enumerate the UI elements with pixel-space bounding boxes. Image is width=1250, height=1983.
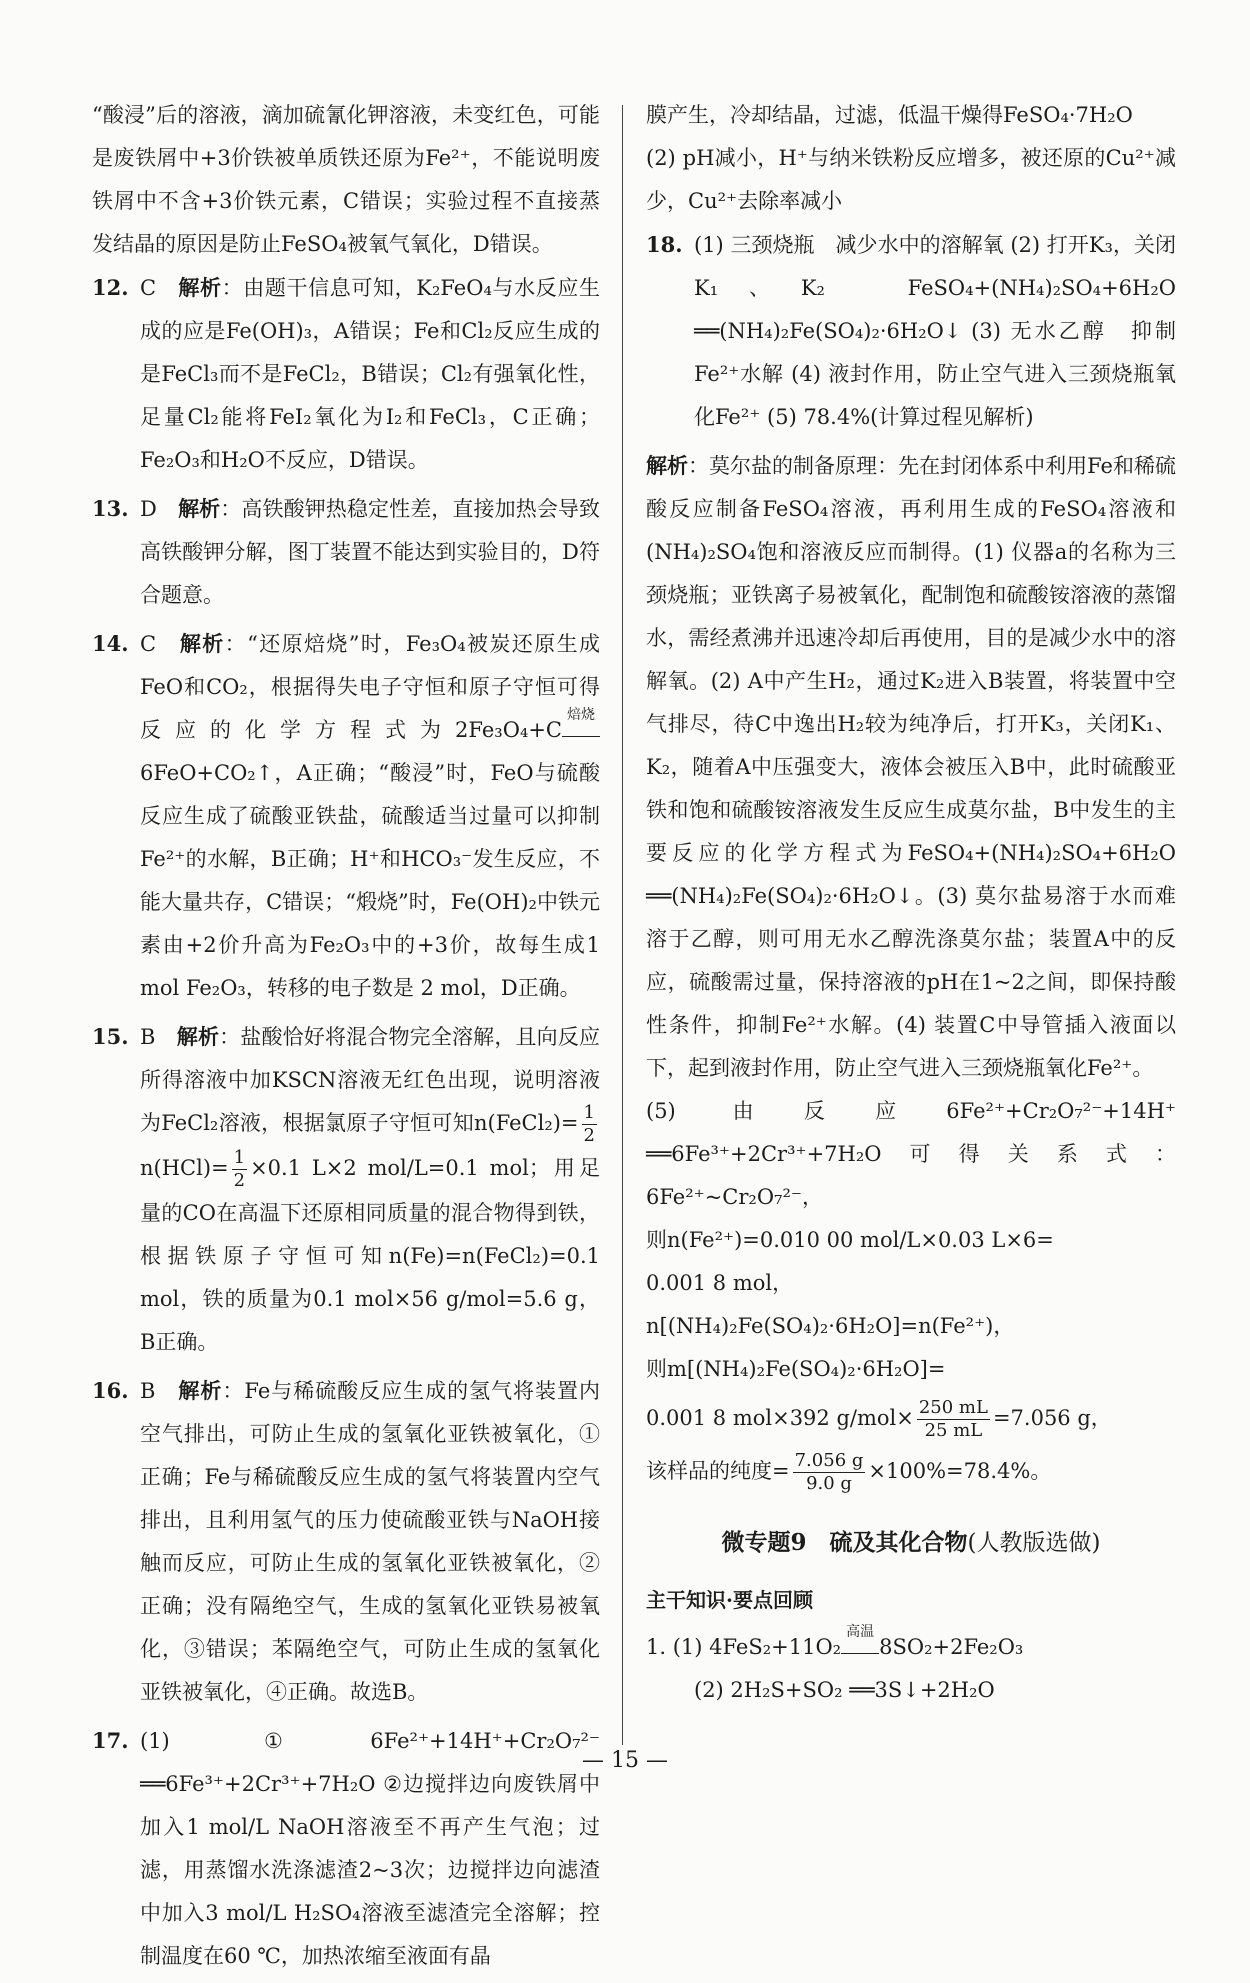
knowledge-1 [646, 1626, 1176, 1669]
answer-14 [92, 622, 600, 1010]
section-title-text: 微专题9 硫及其化合物 [721, 1529, 968, 1556]
sub-title: 主干知识·要点回顾 [646, 1588, 813, 1612]
answer-number: 15. [92, 1024, 129, 1049]
analysis-label: 解析 [178, 1378, 223, 1403]
answer-text: (1) 三颈烧瓶 减少水中的溶解氧 (2) 打开K₃，关闭K₁、K₂ FeSO₄+(NH₄)₂SO₄+6H₂O ══(NH₄)₂Fe(SO₄)₂·6H₂O↓ (3) 无水乙醇 抑制Fe²⁺水解 (4) 液封作用，防止空气进入三颈烧瓶氧化Fe²⁺ (5) 78.4%(计算过程见解析) [694, 233, 1176, 429]
fraction [232, 1147, 247, 1192]
denominator: 9.0 g [806, 1473, 852, 1494]
answer-16 [92, 1369, 600, 1714]
calc-line-6 [646, 1397, 1176, 1442]
analysis-text: ：由题干信息可知，K₂FeO₄与水反应生成的应是Fe(OH)₃，A错误；Fe和Cl₂反应生成的是FeCl₃而不是FeCl₂，B错误；Cl₂有强氧化性，足量Cl₂能将FeI₂氧化为I₂和FeCl₃，C正确；Fe₂O₃和H₂O不反应，D错误。 [140, 276, 601, 472]
answer-number: 13. [92, 496, 129, 521]
equation-text: 8SO₂+2Fe₂O₃ [879, 1635, 1024, 1659]
analysis-text: ：Fe与稀硫酸反应生成的氢气将装置内空气排出，可防止生成的氢氧化亚铁被氧化，①正确；Fe与稀硫酸反应生成的氢气将装置内空气排出，且利用氢气的压力使硫酸亚铁与NaOH接触而反应，可防止生成的氢氧化亚铁被氧化，②正确；没有隔绝空气，生成的氢氧化亚铁易被氧化，③错误；苯隔绝空气，可防止生成的氢氧化亚铁被氧化，④正确。故选B。 [140, 1379, 601, 1704]
answer-number: 12. [92, 275, 129, 300]
fraction [793, 1450, 866, 1495]
answer-number: 18. [646, 232, 683, 257]
calc-text: ×100%=78.4%。 [868, 1459, 1052, 1483]
condition-text: 高温 [846, 1624, 875, 1640]
answer-11-continuation: “酸浸”后的溶液，滴加硫氰化钾溶液，未变红色，可能是废铁屑中+3价铁被单质铁还原为Fe²⁺，不能说明废铁屑中不含+3价铁元素，C错误；实验过程不直接蒸发结晶的原因是防止FeSO₄被氧气氧化，D错误。 [92, 103, 600, 256]
answer-18-analysis [646, 444, 1176, 1090]
column-divider [622, 105, 623, 1745]
calc-line-2: 则n(Fe²⁺)=0.010 00 mol/L×0.03 L×6= [646, 1228, 1054, 1252]
reaction-condition [841, 1624, 879, 1654]
analysis-label: 解析 [178, 275, 222, 300]
analysis-text: n(HCl)= [140, 1156, 229, 1180]
calc-text: 0.001 8 mol×392 g/mol× [646, 1406, 914, 1430]
analysis-text: 6FeO+CO₂↑，A正确；“酸浸”时，FeO与硫酸反应生成了硫酸亚铁盐，硫酸适当过量可以抑制Fe²⁺的水解，B正确；H⁺和HCO₃⁻发生反应，不能大量共存，C错误；“煅烧”时，Fe(OH)₂中铁元素由+2价升高为Fe₂O₃中的+3价，故每生成1 mol Fe₂O₃，转移的电子数是 2 mol，D正确。 [140, 761, 600, 1000]
page-number: — 15 — [582, 1748, 668, 1773]
answer-choice: C [140, 276, 157, 300]
calc-line-3: 0.001 8 mol， [646, 1271, 794, 1295]
denominator: 2 [233, 1170, 246, 1191]
reaction-condition [562, 707, 600, 737]
analysis-text: ：莫尔盐的制备原理：先在封闭体系中利用Fe和稀硫酸反应制备FeSO₄溶液，再利用生成的FeSO₄溶液和(NH₄)₂SO₄饱和溶液反应而制得。(1) 仪器a的名称为三颈烧瓶；亚铁离子易被氧化，配制饱和硫酸铵溶液的蒸馏水，需经煮沸并迅速冷却后再使用，目的是减少水中的溶解氧。(2) A中产生H₂，通过K₂进入B装置，将装置中空气排尽，待C中逸出H₂较为纯净后，打开K₃，关闭K₁、K₂，随着A中压强变大，液体会被压入B中，此时硫酸亚铁和饱和硫酸铵溶液发生反应生成莫尔盐，B中发生的主要反应的化学方程式为FeSO₄+(NH₄)₂SO₄+6H₂O ══(NH₄)₂Fe(SO₄)₂·6H₂O↓。(3) 莫尔盐易溶于水而难溶于乙醇，则可用无水乙醇洗涤莫尔盐；装置A中的反应，硫酸需过量，保持溶液的pH在1~2之间，即保持酸性条件，抑制Fe²⁺水解。(4) 装置C中导管插入液面以下，起到液封作用，防止空气进入三颈烧瓶氧化Fe²⁺。 [646, 454, 1176, 1080]
answer-number: 14. [92, 631, 129, 656]
numerator: 1 [583, 1102, 595, 1123]
answer-number: 16. [92, 1378, 129, 1403]
knowledge-2: (2) 2H₂S+SO₂ ══3S↓+2H₂O [694, 1678, 995, 1702]
numerator: 1 [233, 1147, 246, 1168]
condition-bar [841, 1643, 879, 1654]
equation-text: 1. (1) 4FeS₂+11O₂ [646, 1635, 842, 1659]
answer-choice: B [140, 1025, 156, 1049]
left-column [92, 94, 600, 1983]
analysis-label: 解析 [176, 1024, 220, 1049]
fraction [582, 1102, 597, 1147]
analysis-label: 解析 [646, 453, 689, 478]
denominator: 2 [583, 1125, 595, 1146]
right-column [646, 94, 1176, 1712]
calc-line-1: (5) 由反应6Fe²⁺+Cr₂O₇²⁻+14H⁺ ══6Fe³⁺+2Cr³⁺+7H₂O可得关系式：6Fe²⁺~Cr₂O₇²⁻， [646, 1099, 1176, 1209]
answer-18 [646, 223, 1176, 439]
section-note: (人教版选做) [967, 1530, 1101, 1556]
analysis-text: ×0.1 L×2 mol/L=0.1 mol；用足量的CO在高温下还原相同质量的混合物得到铁，根据铁原子守恒可知n(Fe)=n(FeCl₂)=0.1 mol，铁的质量为0.1 mol×56 g/mol=5.6 g，B正确。 [140, 1156, 600, 1354]
answer-17-continuation: 膜产生，冷却结晶，过滤，低温干燥得FeSO₄·7H₂O [646, 103, 1133, 127]
answer-text: (1) ①6Fe²⁺+14H⁺+Cr₂O₇²⁻ ══6Fe³⁺+2Cr³⁺+7H₂O ②边搅拌边向废铁屑中加入1 mol/L NaOH溶液至不再产生气泡；过滤，用蒸馏水洗涤滤渣2~3次；边搅拌边向滤渣中加入3 mol/L H₂SO₄溶液至滤渣完全溶解；控制温度在60 ℃，加热浓缩至液面有晶 [140, 1729, 600, 1968]
analysis-text: ：高铁酸钾热稳定性差，直接加热会导致高铁酸钾分解，图丁装置不能达到实验目的，D符合题意。 [140, 497, 601, 607]
answer-number: 17. [92, 1728, 129, 1753]
calc-line-4: n[(NH₄)₂Fe(SO₄)₂·6H₂O]=n(Fe²⁺)， [646, 1314, 1015, 1338]
denominator: 25 mL [924, 1420, 983, 1441]
numerator: 250 mL [918, 1397, 988, 1418]
calc-line-5: 则m[(NH₄)₂Fe(SO₄)₂·6H₂O]= [646, 1357, 946, 1381]
answer-choice: B [140, 1379, 156, 1403]
calc-line-7 [646, 1450, 1176, 1495]
analysis-text: ：“还原焙烧”时，Fe₃O₄被炭还原生成FeO和CO₂，根据得失电子守恒和原子守恒可得反应的化学方程式为2Fe₃O₄+C [140, 632, 601, 742]
answer-17-part-2: (2) pH减小，H⁺与纳米铁粉反应增多，被还原的Cu²⁺减少，Cu²⁺去除率减小 [646, 146, 1176, 213]
answer-choice: D [140, 497, 157, 521]
condition-bar [562, 726, 600, 737]
numerator: 7.056 g [794, 1450, 864, 1471]
analysis-label: 解析 [179, 631, 225, 656]
fraction [917, 1397, 990, 1442]
answer-12 [92, 266, 600, 482]
answer-13 [92, 487, 600, 617]
section-title [646, 1521, 1176, 1565]
calc-text: 该样品的纯度= [646, 1459, 790, 1483]
answer-choice: C [140, 632, 157, 656]
answer-15 [92, 1015, 600, 1364]
analysis-label: 解析 [178, 496, 221, 521]
calc-text: =7.056 g， [992, 1406, 1112, 1430]
condition-text: 焙烧 [567, 707, 595, 723]
analysis-text: ：盐酸恰好将混合物完全溶解，且向反应所得溶液中加KSCN溶液无红色出现，说明溶液为FeCl₂溶液，根据氯原子守恒可知n(FeCl₂)= [140, 1025, 601, 1135]
